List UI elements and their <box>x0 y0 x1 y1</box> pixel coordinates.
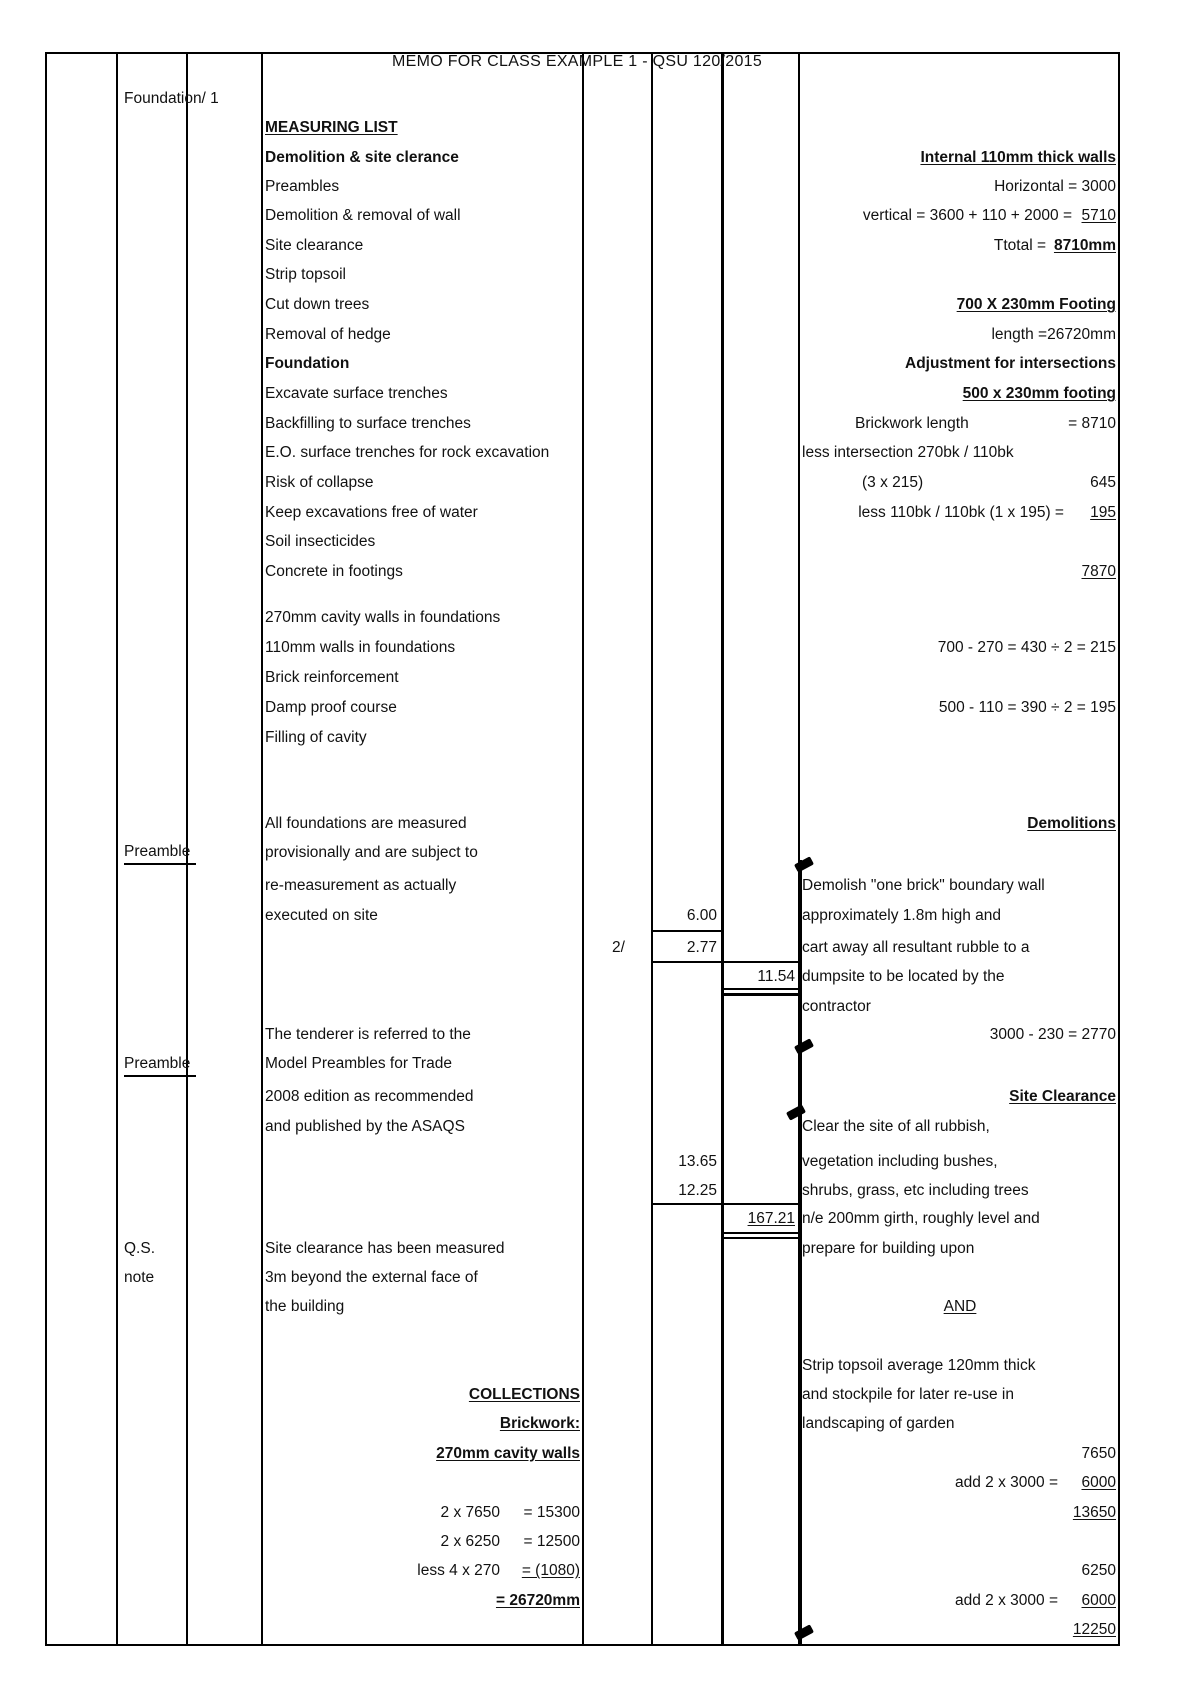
calc-500: 500 - 110 = 390 ÷ 2 = 195 <box>938 699 1116 716</box>
item-mark <box>794 1624 814 1640</box>
calc-a: 2 x 7650 <box>440 1504 500 1521</box>
vertical: vertical = 3600 + 110 + 2000 = <box>862 207 1072 224</box>
square-rule-bold <box>722 993 800 996</box>
list-item: Excavate surface trenches <box>265 385 448 402</box>
tenderer-note-line: Model Preambles for Trade <box>265 1055 452 1072</box>
vertical-value: 5710 <box>1081 207 1116 224</box>
square-rule <box>722 1237 800 1239</box>
cavity-walls-heading: 270mm cavity walls <box>436 1445 580 1462</box>
col-line-3 <box>261 52 263 1646</box>
preamble-1-underline <box>124 863 196 865</box>
list-item: Strip topsoil <box>265 266 346 283</box>
border-left <box>45 52 47 1646</box>
list-item: Backfilling to surface trenches <box>265 415 471 432</box>
list-item: 110mm walls in foundations <box>265 639 456 656</box>
total-value: 8710mm <box>1053 237 1116 254</box>
list-item: Foundation <box>265 355 350 372</box>
square: 167.21 <box>747 1210 795 1227</box>
brickwork-length: Brickwork length <box>855 415 969 432</box>
v6250: 6250 <box>1081 1562 1116 1579</box>
demolish-line: contractor <box>802 998 871 1015</box>
site-clearance-heading: Site Clearance <box>1009 1088 1116 1105</box>
dim-rule <box>651 930 722 932</box>
add-1: add 2 x 3000 = <box>955 1474 1058 1491</box>
demolish-line: approximately 1.8m high and <box>802 907 1002 924</box>
and-label: AND <box>943 1298 977 1315</box>
tenderer-note-line: 2008 edition as recommended <box>265 1088 474 1105</box>
list-item: Keep excavations free of water <box>265 504 478 521</box>
less-110-value: 195 <box>1090 504 1116 521</box>
margin-preamble-1: Preamble <box>124 843 191 860</box>
result: 7870 <box>1081 563 1116 580</box>
margin-foundation: Foundation/ 1 <box>124 90 219 107</box>
list-item: Filling of cavity <box>265 729 367 746</box>
col-line-4 <box>582 52 584 1646</box>
item-mark <box>794 856 814 872</box>
list-item: Site clearance <box>265 237 364 254</box>
strip-line: landscaping of garden <box>802 1415 955 1432</box>
list-item: Concrete in footings <box>265 563 403 580</box>
clear-line: n/e 200mm girth, roughly level and <box>802 1210 1040 1227</box>
less-110: less 110bk / 110bk (1 x 195) = <box>858 504 1064 521</box>
list-item: Preambles <box>265 178 340 195</box>
qs-note-line: Site clearance has been measured <box>265 1240 505 1257</box>
dim-rule <box>651 1203 799 1205</box>
square-rule <box>722 988 800 990</box>
demolish-line: dumpsite to be located by the <box>802 968 1005 985</box>
brickwork-heading: Brickwork: <box>499 1415 580 1432</box>
calc-700: 700 - 270 = 430 ÷ 2 = 215 <box>937 639 1116 656</box>
list-item: Brick reinforcement <box>265 669 399 686</box>
calc-3000: 3000 - 230 = 2770 <box>989 1026 1116 1043</box>
add-2-value: 6000 <box>1081 1592 1116 1609</box>
v7650: 7650 <box>1081 1445 1116 1462</box>
list-item: Cut down trees <box>265 296 370 313</box>
foundations-note-line: executed on site <box>265 907 378 924</box>
clear-line: vegetation including bushes, <box>802 1153 998 1170</box>
demolish-line: Demolish "one brick" boundary wall <box>802 877 1045 894</box>
add-1-value: 6000 <box>1081 1474 1116 1491</box>
margin-preamble-2: Preamble <box>124 1055 191 1072</box>
calc-total: = 26720mm <box>495 1592 580 1609</box>
dimension: 12.25 <box>678 1182 717 1199</box>
timesing: 2/ <box>612 939 625 956</box>
calc-b: = (1080) <box>521 1562 580 1579</box>
clear-line: Clear the site of all rubbish, <box>802 1118 990 1135</box>
clear-line: shrubs, grass, etc including trees <box>802 1182 1029 1199</box>
tenderer-note-line: and published by the ASAQS <box>265 1118 465 1135</box>
qs-note-line: the building <box>265 1298 345 1315</box>
strip-line: Strip topsoil average 120mm thick <box>802 1357 1036 1374</box>
dimension: 6.00 <box>686 907 717 924</box>
list-item: Demolition & site clerance <box>265 149 459 166</box>
list-item: Damp proof course <box>265 699 397 716</box>
col-line-6 <box>721 52 724 1646</box>
dimension: 2.77 <box>686 939 717 956</box>
list-item: Soil insecticides <box>265 533 376 550</box>
footing-700-heading: 700 X 230mm Footing <box>956 296 1116 313</box>
internal-walls-heading: Internal 110mm thick walls <box>920 149 1116 166</box>
add-2: add 2 x 3000 = <box>955 1592 1058 1609</box>
list-item: 270mm cavity walls in foundations <box>265 609 501 626</box>
qs-note-line: 3m beyond the external face of <box>265 1269 478 1286</box>
preamble-2-underline <box>124 1075 196 1077</box>
v13650: 13650 <box>1072 1504 1116 1521</box>
dim-rule <box>651 961 799 963</box>
adjustment-heading: Adjustment for intersections <box>905 355 1116 372</box>
footing-500-heading: 500 x 230mm footing <box>962 385 1116 402</box>
foundations-note-line: re-measurement as actually <box>265 877 457 894</box>
three-x: (3 x 215) <box>862 474 924 491</box>
collections-heading: COLLECTIONS <box>468 1386 580 1403</box>
calc-b: = 12500 <box>523 1533 580 1550</box>
clear-line: prepare for building upon <box>802 1240 975 1257</box>
measuring-list-heading: MEASURING LIST <box>265 119 398 136</box>
list-item: Removal of hedge <box>265 326 391 343</box>
col-line-5 <box>651 52 653 1646</box>
calc-b: = 15300 <box>523 1504 580 1521</box>
three-x-value: 645 <box>1090 474 1116 491</box>
square: 11.54 <box>757 968 795 985</box>
tenderer-note-line: The tenderer is referred to the <box>265 1026 471 1043</box>
calc-a: 2 x 6250 <box>440 1533 500 1550</box>
demolitions-heading: Demolitions <box>1027 815 1116 832</box>
page-title: MEMO FOR CLASS EXAMPLE 1 - QSU 120/2015 <box>392 53 763 70</box>
border-right <box>1118 52 1120 1646</box>
list-item: Demolition & removal of wall <box>265 207 461 224</box>
foundations-note-line: All foundations are measured <box>265 815 467 832</box>
foundations-note-line: provisionally and are subject to <box>265 844 478 861</box>
margin-qs: Q.S. <box>124 1240 156 1257</box>
calc-a: less 4 x 270 <box>417 1562 500 1579</box>
list-item: E.O. surface trenches for rock excavation <box>265 444 550 461</box>
brickwork-length-value: = 8710 <box>1068 415 1116 432</box>
list-item: Risk of collapse <box>265 474 374 491</box>
horizontal: Horizontal = 3000 <box>994 178 1116 195</box>
length: length =26720mm <box>991 326 1116 343</box>
margin-note: note <box>124 1269 155 1286</box>
dimension: 13.65 <box>678 1153 717 1170</box>
v12250: 12250 <box>1072 1621 1116 1638</box>
less-intersection: less intersection 270bk / 110bk <box>802 444 1014 461</box>
demolish-line: cart away all resultant rubble to a <box>802 939 1030 956</box>
total-label: Ttotal = <box>993 237 1046 254</box>
square-rule <box>722 1232 800 1234</box>
col-line-1 <box>116 52 118 1646</box>
strip-line: and stockpile for later re-use in <box>802 1386 1014 1403</box>
